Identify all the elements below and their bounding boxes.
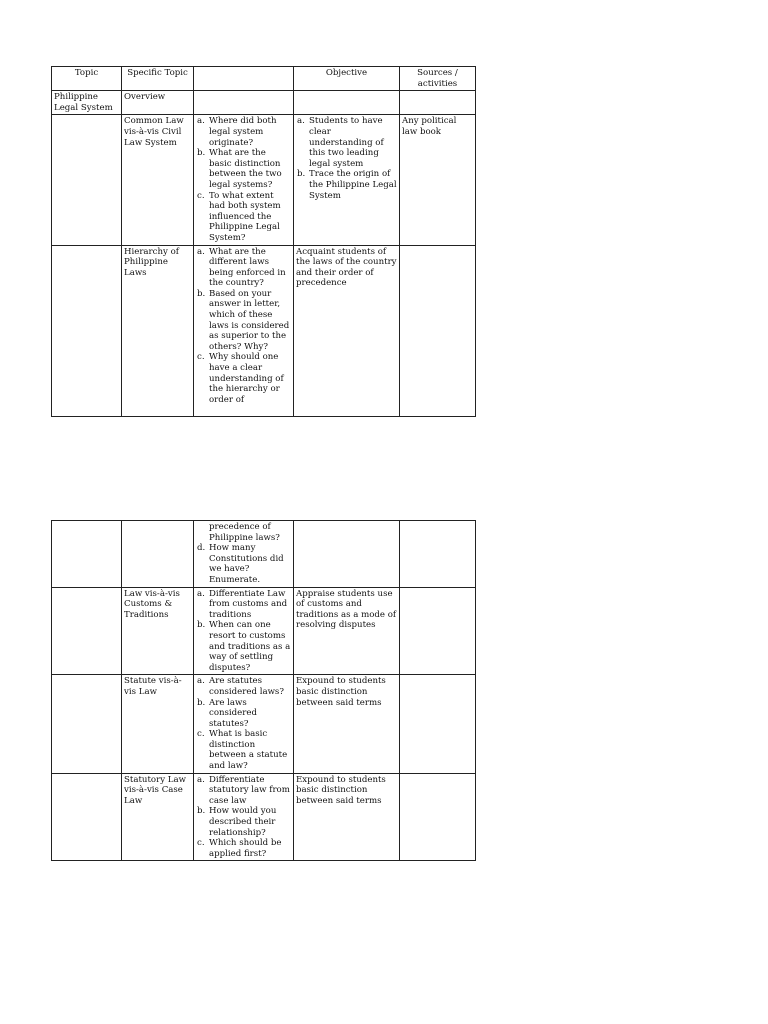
question-list [196,247,291,406]
sources-cell: Any political law book [400,115,476,245]
specific-topic-cell [122,521,194,588]
objective-cell: Expound to students basic distinction between said terms [294,675,400,773]
question-text: Are statutes considered laws? [209,676,284,697]
objective-cell: Acquaint students of the laws of the country and their order of precedence [294,245,400,416]
list-item [196,676,291,697]
question-text: Where did both legal system originate? [209,116,277,148]
specific-topic-cell: Statutory Law vis-à-vis Case Law [122,773,194,861]
list-item [196,806,291,838]
list-item [196,729,291,771]
list-item [196,148,291,190]
questions-cell [194,115,294,245]
item-marker: c. [197,190,205,201]
question-list [196,543,291,585]
sources-cell [400,521,476,588]
item-marker: a. [197,246,205,257]
specific-topic-cell: Statute vis-à-vis Law [122,675,194,773]
questions-cell [194,521,294,588]
item-marker: c. [197,838,205,849]
topic-cell [52,245,122,416]
table-row [52,245,476,416]
list-item [196,775,291,807]
sources-cell [400,773,476,861]
header-topic: Topic [52,67,122,91]
item-marker: c. [197,352,205,363]
item-marker: a. [197,676,205,687]
item-marker: b. [197,620,206,631]
question-text: What are the different laws being enforced in the country? [209,246,286,289]
question-text: Differentiate Law from customs and traditions [209,588,288,620]
table-row [52,91,476,115]
list-item [196,289,291,353]
list-item [196,352,291,405]
table-row [52,115,476,245]
lesson-plan-table-page-2 [51,520,476,861]
header-specific-topic: Specific Topic [122,67,194,91]
list-item [196,116,291,148]
question-list [196,775,291,860]
list-item [296,169,397,201]
item-marker: b. [297,169,306,180]
specific-topic-cell: Law vis-à-vis Customs & Traditions [122,587,194,675]
list-item [196,589,291,621]
table-row [52,675,476,773]
question-text: What is basic distinction between a statute and law? [209,729,288,772]
sources-cell [400,91,476,115]
list-item [196,620,291,673]
header-sources: Sources / activities [400,67,476,91]
questions-cell [194,91,294,115]
topic-cell [52,521,122,588]
item-marker: c. [197,729,205,740]
list-item [196,191,291,244]
table-row [52,773,476,861]
sources-cell [400,587,476,675]
objective-cell [294,115,400,245]
questions-cell [194,675,294,773]
questions-cell [194,245,294,416]
question-text: Based on your answer in letter, which of these laws is considered as superior to the others? Why? [209,288,290,352]
item-marker: d. [197,543,206,554]
topic-cell [52,675,122,773]
item-marker: b. [197,806,206,817]
question-text: How many Constitutions did we have? Enumerate. [209,543,284,585]
specific-topic-cell: Overview [122,91,194,115]
questions-cell [194,773,294,861]
question-text: How would you described their relationship? [209,806,277,838]
item-marker: b. [197,288,206,299]
list-item [196,543,291,585]
question-list [196,589,291,674]
question-text: Why should one have a clear understanding of the hierarchy or order of [209,352,284,405]
item-marker: b. [197,148,206,159]
list-item [196,247,291,289]
topic-cell [52,773,122,861]
sources-cell [400,245,476,416]
specific-topic-cell: Hierarchy of Philippine Laws [122,245,194,416]
objective-cell [294,91,400,115]
objective-cell: Expound to students basic distinction between said terms [294,773,400,861]
list-item [196,838,291,859]
item-marker: b. [197,697,206,708]
item-marker: a. [197,116,205,127]
question-text: What are the basic distinction between the two legal systems? [209,148,282,190]
list-item [196,698,291,730]
question-list [196,116,291,243]
topic-cell: Philippine Legal System [52,91,122,115]
objective-text: Trace the origin of the Philippine Legal System [309,169,397,201]
topic-cell [52,115,122,245]
table-row [52,521,476,588]
question-text: To what extent had both system influenced the Philippine Legal System? [209,190,281,243]
specific-topic-cell: Common Law vis-à-vis Civil Law System [122,115,194,245]
item-marker: a. [197,774,205,785]
continued-question-text: precedence of Philippine laws? [209,522,280,543]
objective-text: Students to have clear understanding of this two leading legal system [309,116,384,169]
lesson-plan-table-page-1 [51,66,476,417]
question-text: When can one resort to customs and traditions as a way of settling disputes? [209,620,291,673]
objective-cell [294,521,400,588]
question-text: Are laws considered statutes? [209,697,257,729]
sources-cell [400,675,476,773]
objective-cell: Appraise students use of customs and traditions as a mode of resolving disputes [294,587,400,675]
question-text: Differentiate statutory law from case law [209,774,290,806]
questions-cell [194,587,294,675]
question-list [196,676,291,771]
table-row [52,587,476,675]
question-text: Which should be applied first? [209,838,282,859]
list-item [296,116,397,169]
objective-list [296,116,397,201]
item-marker: a. [297,116,305,127]
topic-cell [52,587,122,675]
item-marker: a. [197,588,205,599]
header-objective: Objective [294,67,400,91]
header-row [52,67,476,91]
header-questions [194,67,294,91]
